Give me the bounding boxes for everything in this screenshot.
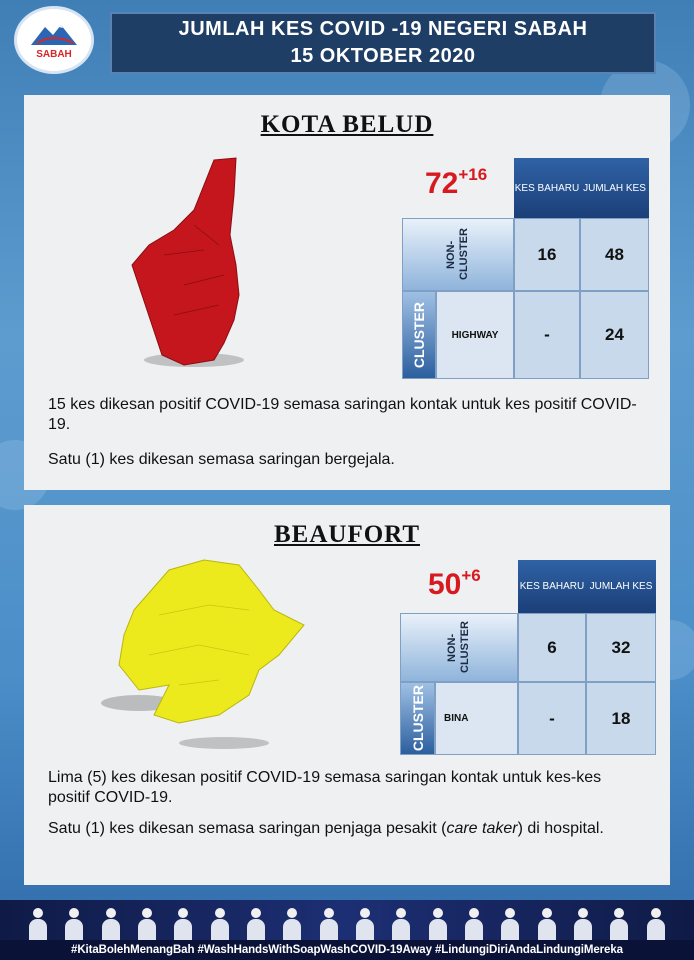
frontliner-figure-icon <box>101 908 121 942</box>
description-paragraph: Lima (5) kes dikesan positif COVID-19 semasa saringan kontak untuk kes-kes positif COVID-19. <box>48 769 602 806</box>
frontliner-figure-icon <box>246 908 266 942</box>
sabah-health-logo <box>14 6 94 74</box>
kota-belud-map <box>124 155 254 370</box>
description-paragraph: 15 kes dikesan positif COVID-19 semasa saringan kontak untuk kes positif COVID-19. <box>48 396 637 433</box>
cluster-name: BINA <box>435 682 518 755</box>
new-cases-increase: +16 <box>458 165 488 184</box>
row-header-cluster <box>400 682 435 755</box>
cell-new-non-cluster: 16 <box>514 218 580 291</box>
row-header-non-cluster <box>400 613 518 682</box>
page-date: 15 OKTOBER 2020 <box>290 45 476 67</box>
district-panel-kota-belud <box>24 95 670 490</box>
total-cases <box>428 568 481 602</box>
mountain-logo-icon <box>29 21 79 47</box>
page-title: JUMLAH KES COVID -19 NEGERI SABAH <box>178 18 588 40</box>
description-paragraph <box>48 819 638 839</box>
frontliner-figure-icon <box>64 908 84 942</box>
cluster-name: HIGHWAY <box>436 291 514 379</box>
cell-total-cluster: 24 <box>580 291 649 379</box>
frontliner-figure-icon <box>428 908 448 942</box>
cell-new-cluster: - <box>514 291 580 379</box>
cell-new-cluster: - <box>518 682 586 755</box>
cell-total-non-cluster: 32 <box>586 613 656 682</box>
frontliner-figure-icon <box>609 908 629 942</box>
district-panel-beaufort <box>24 505 670 885</box>
frontliner-figure-icon <box>210 908 230 942</box>
logo-text: SABAH <box>36 48 72 60</box>
cell-total-non-cluster: 48 <box>580 218 649 291</box>
row-header-non-cluster <box>402 218 514 291</box>
row-label: CLUSTER <box>411 301 427 369</box>
col-header-new: KES BAHARU <box>514 158 580 218</box>
frontliner-figure-icon <box>137 908 157 942</box>
frontliner-figure-icon <box>28 908 48 942</box>
row-label: NON-CLUSTER <box>445 228 470 281</box>
frontliner-figure-icon <box>646 908 666 942</box>
frontliner-figure-icon <box>319 908 339 942</box>
total-cases <box>425 167 487 201</box>
paragraph-italic-term: care taker <box>446 820 518 837</box>
footer-figures-strip <box>0 900 694 942</box>
frontliner-figure-icon <box>355 908 375 942</box>
total-count: 72 <box>425 167 459 200</box>
row-label: CLUSTER <box>409 685 426 752</box>
row-label: NON-CLUSTER <box>446 621 471 674</box>
col-header-total: JUMLAH KES <box>586 560 656 613</box>
cell-new-non-cluster: 6 <box>518 613 586 682</box>
frontliner-figure-icon <box>464 908 484 942</box>
frontliner-figure-icon <box>537 908 557 942</box>
district-title: KOTA BELUD <box>260 111 434 138</box>
beaufort-map <box>99 555 314 750</box>
footer-hashtags: #KitaBolehMenangBah #WashHandsWithSoapWashCOVID-19Away #LindungiDiriAndaLindungiMereka <box>0 940 694 960</box>
paragraph-text: ) di hospital. <box>517 820 604 837</box>
frontliner-figure-icon <box>573 908 593 942</box>
frontliner-figure-icon <box>282 908 302 942</box>
col-header-total: JUMLAH KES <box>580 158 649 218</box>
frontliner-figure-icon <box>500 908 520 942</box>
total-count: 50 <box>428 568 462 601</box>
description-paragraph: Satu (1) kes dikesan semasa saringan bergejala. <box>48 451 395 468</box>
paragraph-text: Satu (1) kes dikesan semasa saringan penjaga pesakit ( <box>48 820 447 837</box>
header-banner <box>110 12 656 74</box>
frontliner-figure-icon <box>391 908 411 942</box>
frontliner-figure-icon <box>173 908 193 942</box>
district-title: BEAUFORT <box>273 521 421 548</box>
col-header-new: KES BAHARU <box>518 560 586 613</box>
row-header-cluster <box>402 291 436 379</box>
new-cases-increase: +6 <box>461 566 481 585</box>
cell-total-cluster: 18 <box>586 682 656 755</box>
